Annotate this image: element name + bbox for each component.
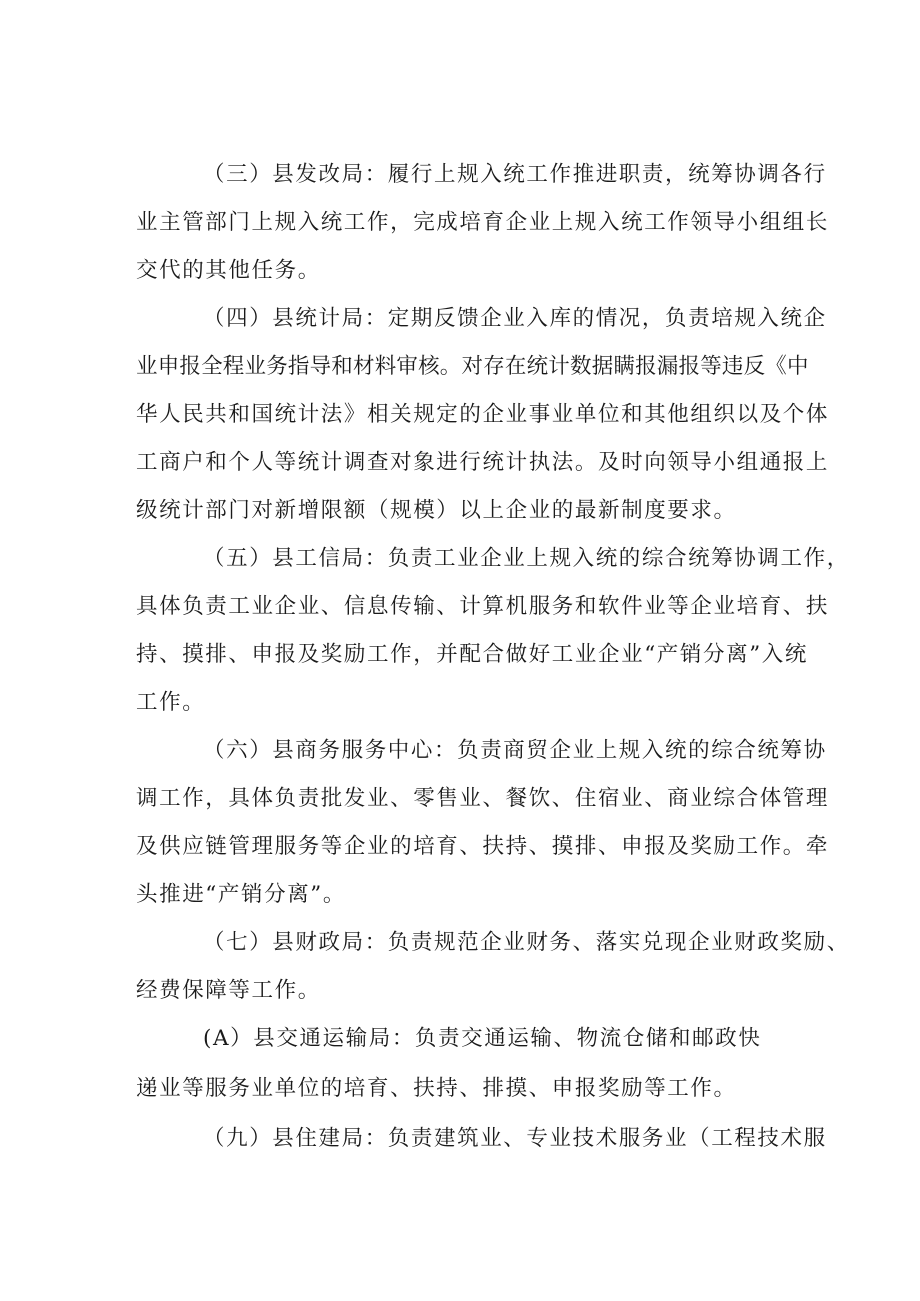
paragraph-7-line-2: 经费保障等工作。	[136, 978, 321, 1003]
paragraph-9-line-1: （九）县住建局：负责建筑业、专业技术服务业（工程技术服	[203, 1126, 827, 1151]
paragraph-3-line-3: 交代的其他任务。	[136, 258, 321, 283]
paragraph-5-line-1: （五）县工信局：负责工业企业上规入统的综合统筹协调工作，	[203, 546, 850, 571]
paragraph-4-line-5: 级统计部门对新增限额（规模）以上企业的最新制度要求。	[136, 498, 737, 523]
paragraph-8-line-2: 递业等服务业单位的培育、扶持、排摸、申报奖励等工作。	[136, 1076, 737, 1101]
paragraph-7-line-1: （七）县财政局：负责规范企业财务、落实兑现企业财政奖励、	[203, 930, 850, 955]
paragraph-6-line-3: 及供应链管理服务等企业的培育、扶持、摸排、申报及奖励工作。牵	[136, 834, 830, 859]
paragraph-4-line-1: （四）县统计局：定期反馈企业入库的情况，负责培规入统企	[203, 306, 827, 331]
paragraph-4-line-2: 业申报全程业务指导和材料审核。对存在统计数据瞒报漏报等违反《中	[136, 354, 809, 379]
paragraph-4-line-3: 华人民共和国统计法》相关规定的企业事业单位和其他组织以及个体	[136, 402, 830, 427]
paragraph-8-line-1: (A）县交通运输局：负责交通运输、物流仓储和邮政快	[203, 1026, 762, 1051]
paragraph-5-line-3: 持、摸排、申报及奖励工作，并配合做好工业企业“产销分离”入统	[136, 642, 808, 667]
paragraph-6-line-4: 头推进“产销分离”。	[136, 882, 346, 907]
paragraph-6-line-1: （六）县商务服务中心：负责商贸企业上规入统的综合统筹协	[203, 738, 827, 763]
paragraph-4-line-4: 工商户和个人等统计调查对象进行统计执法。及时向领导小组通报上	[136, 450, 830, 475]
paragraph-3-line-2: 业主管部门上规入统工作，完成培育企业上规入统工作领导小组组长	[136, 210, 830, 235]
paragraph-5-line-4: 工作。	[136, 690, 206, 715]
paragraph-3-line-1: （三）县发改局：履行上规入统工作推进职责，统筹协调各行	[203, 162, 827, 187]
paragraph-6-line-2: 调工作，具体负责批发业、零售业、餐饮、住宿业、商业综合体管理	[136, 786, 830, 811]
paragraph-5-line-2: 具体负责工业企业、信息传输、计算机服务和软件业等企业培育、扶	[136, 594, 830, 619]
